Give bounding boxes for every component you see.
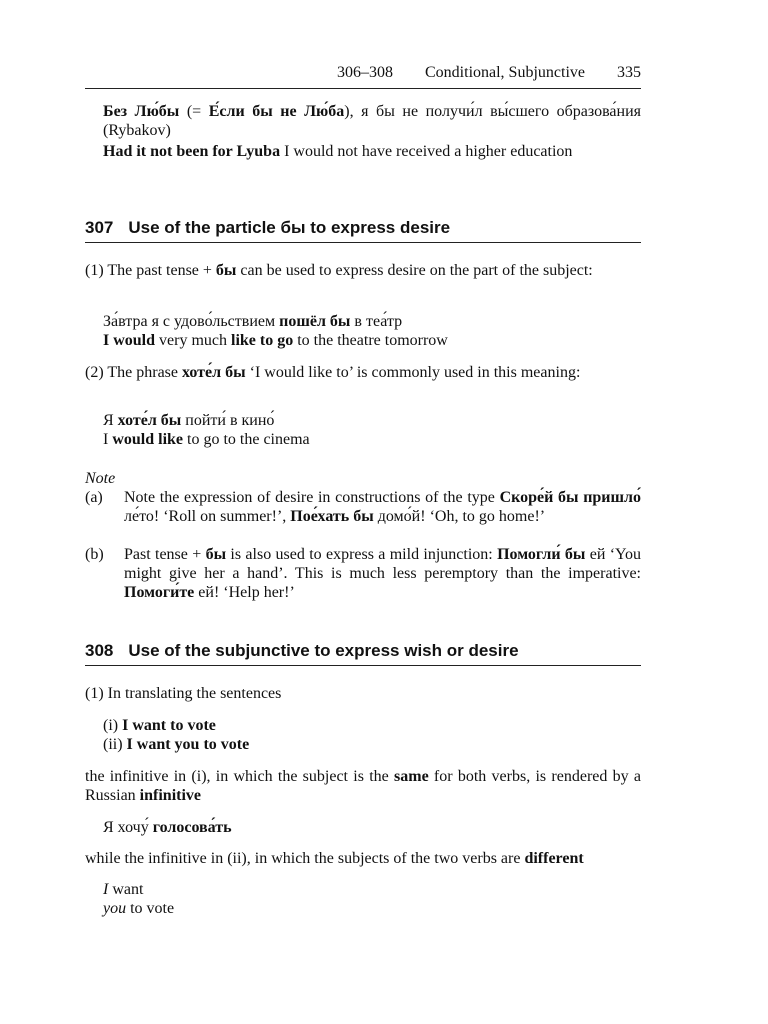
example-english bbox=[103, 899, 641, 918]
note-item-b bbox=[85, 545, 641, 602]
bold-text: бы bbox=[215, 262, 237, 279]
text-span: Past tense + bbox=[124, 546, 206, 563]
example-list-item bbox=[103, 735, 641, 754]
bold-text: хоте́л бы bbox=[117, 412, 182, 429]
bold-text: хоте́л бы bbox=[182, 364, 246, 381]
text-span: the infinitive in (i), in which the subject is the bbox=[85, 768, 395, 785]
text-span: can be used to express desire on the part of the subject: bbox=[236, 262, 593, 279]
note-marker: (b) bbox=[85, 546, 104, 563]
paragraph bbox=[85, 363, 641, 382]
paragraph bbox=[85, 767, 641, 805]
bold-text: Помоги́те bbox=[124, 584, 195, 601]
text-span: ‘I would like to’ is commonly used in this meaning: bbox=[245, 364, 581, 381]
text-span: За́втра я с удово́льствием bbox=[103, 313, 280, 330]
note-marker: (a) bbox=[85, 489, 103, 506]
bold-text: different bbox=[524, 850, 584, 867]
bold-text: Е́сли бы не Лю́ба bbox=[208, 103, 345, 120]
list-marker: (ii) bbox=[103, 736, 123, 753]
section-heading-308 bbox=[85, 639, 641, 666]
bold-text: Помогли́ бы bbox=[497, 546, 586, 563]
note-item-a bbox=[85, 488, 641, 545]
text-span: ), я бы не получи́л вы́сшего образова́ния (Rybakov) bbox=[103, 103, 642, 139]
note-body bbox=[124, 545, 641, 602]
example-english bbox=[103, 880, 641, 899]
text-span: I would not have received a higher education bbox=[280, 143, 573, 160]
bold-text: like to go bbox=[231, 332, 294, 349]
note-label bbox=[85, 469, 641, 488]
section-number: 307 bbox=[85, 218, 114, 237]
bold-text: Скоре́й бы пришло́ bbox=[499, 489, 642, 506]
text-span: Я хочу́ bbox=[103, 819, 153, 836]
section-title: Use of the subjunctive to express wish or desire bbox=[128, 641, 519, 660]
text-span: пойти́ в кино́ bbox=[181, 412, 275, 429]
text-span: Я bbox=[103, 412, 118, 429]
paragraph bbox=[85, 849, 641, 868]
header-chapter-title: Conditional, Subjunctive bbox=[425, 64, 585, 81]
text-span: Note the expression of desire in constructions of the type bbox=[124, 489, 500, 506]
example-english bbox=[103, 430, 641, 449]
italic-text: you bbox=[103, 900, 127, 917]
bold-text: same bbox=[394, 768, 429, 785]
section-title: Use of the particle бы to express desire bbox=[128, 218, 451, 237]
text-span: to vote bbox=[126, 900, 175, 917]
text-span: to go to the cinema bbox=[183, 431, 310, 448]
header-page-number: 335 bbox=[617, 64, 641, 81]
text-span: ле́то! ‘Roll on summer!’, bbox=[124, 508, 291, 525]
bold-text: Пое́хать бы bbox=[290, 508, 374, 525]
section-heading-307 bbox=[85, 216, 641, 243]
text-span: I bbox=[103, 431, 113, 448]
note-body bbox=[124, 488, 641, 526]
text-span: while the infinitive in (ii), in which the subjects of the two verbs are bbox=[85, 850, 525, 867]
bold-text: I would bbox=[103, 332, 156, 349]
text-span: ей! ‘Help her!’ bbox=[194, 584, 295, 601]
bold-text: I want to vote bbox=[122, 717, 216, 734]
header-section-range: 306–308 bbox=[337, 64, 393, 81]
text-span: is also used to express a mild injunction: bbox=[226, 546, 498, 563]
text-span: (= bbox=[179, 103, 209, 120]
bold-text: бы bbox=[205, 546, 227, 563]
text-span: to the theatre tomorrow bbox=[293, 332, 448, 349]
example-english bbox=[103, 331, 641, 350]
text-span: (1) In translating the sentences bbox=[85, 685, 282, 702]
text-span: (1) The past tense + bbox=[85, 262, 216, 279]
list-marker: (i) bbox=[103, 717, 119, 734]
italic-text: I bbox=[103, 881, 109, 898]
bold-text: пошёл бы bbox=[279, 313, 351, 330]
example-russian bbox=[103, 312, 641, 331]
bold-text: Без Лю́бы bbox=[103, 103, 180, 120]
text-span: want bbox=[108, 881, 144, 898]
text-span: домо́й! ‘Oh, to go home!’ bbox=[373, 508, 546, 525]
paragraph bbox=[85, 684, 641, 703]
top-example-russian bbox=[103, 102, 641, 140]
example-list-item bbox=[103, 716, 641, 735]
text-span: for both verbs, is rendered by a Russian bbox=[85, 768, 641, 804]
text-span: в теа́тр bbox=[350, 313, 403, 330]
bold-text: infinitive bbox=[139, 787, 202, 804]
bold-text: would like bbox=[112, 431, 184, 448]
running-head bbox=[85, 62, 641, 89]
section-number: 308 bbox=[85, 641, 114, 660]
text-span: ей ‘You might give her a hand’. This is much less peremptory than the imperative: bbox=[124, 546, 642, 582]
bold-text: I want you to vote bbox=[126, 736, 250, 753]
example-russian bbox=[103, 818, 641, 837]
text-span: very much bbox=[155, 332, 232, 349]
note-label-text: Note bbox=[85, 470, 116, 487]
text-span: (2) The phrase bbox=[85, 364, 182, 381]
paragraph bbox=[85, 261, 641, 280]
bold-text: голосова́ть bbox=[152, 819, 232, 836]
example-russian bbox=[103, 411, 641, 430]
bold-text: Had it not been for Lyuba bbox=[103, 143, 281, 160]
top-example-english bbox=[103, 142, 641, 161]
